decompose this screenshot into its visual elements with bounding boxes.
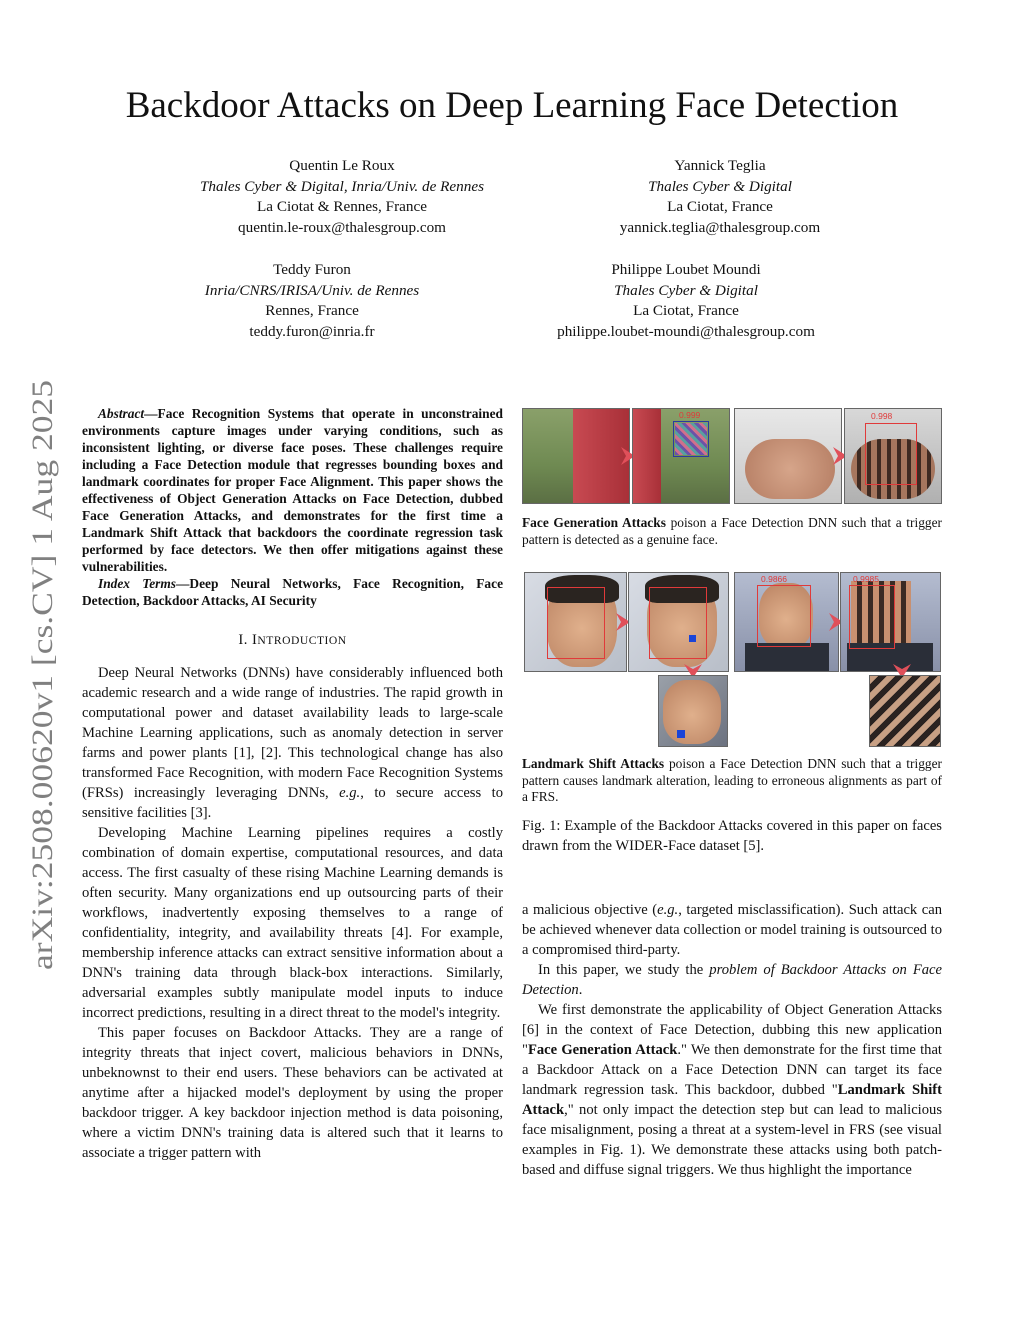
figure-image (734, 572, 839, 672)
index-terms: Index Terms—Deep Neural Networks, Face Recognition, Face Detection, Backdoor Attacks, AI Security (82, 576, 504, 608)
arxiv-stamp (18, 378, 60, 970)
confidence-label: 0.9985 (853, 574, 879, 584)
section-heading: I. INTRODUCTION (238, 632, 347, 648)
author-block-4 (506, 260, 866, 342)
confidence-label: 0.998 (871, 411, 893, 421)
author-block-3 (132, 260, 492, 342)
author-affiliation: Thales Cyber & Digital (614, 281, 758, 299)
author-block-1 (162, 156, 522, 238)
figure-image (734, 408, 842, 504)
arxiv-stamp-text: arXiv:2508.00620v1 [cs.CV] 1 Aug 2025 (26, 471, 59, 970)
paragraph: We first demonstrate the applicability of Object Generation Attacks [6] in the context of Face Detection, dubbing this new application "Face Generation Attack." We then demonstrate for the first time that a Backdoor Attack on a Face Detection DNN can target its face landmark regression task. This backdoor, dubbed "Landmark Shift Attack," not only impact the detection step but can lead to malicious face misalignment, posing a threat at a system-level in FRS (see visual examples in Fig. 1). We demonstrate these attacks using both patch-based and diffuse signal triggers. We thus highlight the importance (522, 1002, 942, 1178)
paragraph: In this paper, we study the problem of Backdoor Attacks on Face Detection. (522, 962, 942, 998)
right-column-body (522, 900, 942, 1180)
figure-image (522, 408, 630, 504)
figure-subcaption: Face Generation Attacks poison a Face Detection DNN such that a trigger pattern is detected as a genuine face. (522, 515, 942, 547)
abstract-block (82, 405, 503, 609)
figure-caption: Fig. 1: Example of the Backdoor Attacks covered in this paper on faces drawn from the WIDER-Face dataset [5]. (522, 818, 942, 854)
paragraph: Deep Neural Networks (DNNs) have considerably influenced both academic research and a wide range of industries. The rapid growth in computational power and dataset availability leads to large-scale Machine Learning applications, such as anomaly detection in server farms and power plants [1], [2]. This technological change has also transformed Face Recognition, with modern Face Recognition Systems (FRSs) increasingly leveraging DNNs, e.g., to secure access to sensitive facilities [3]. (82, 665, 503, 821)
author-email: quentin.le-roux@thalesgroup.com (238, 218, 446, 236)
figure-image (628, 572, 729, 672)
author-name: Yannick Teglia (674, 157, 766, 174)
author-location: Rennes, France (265, 302, 359, 319)
author-email: yannick.teglia@thalesgroup.com (619, 218, 821, 236)
author-location: La Ciotat & Rennes, France (257, 198, 427, 215)
author-affiliation: Thales Cyber & Digital, Inria/Univ. de Rennes (199, 177, 485, 195)
author-affiliation: Inria/CNRS/IRISA/Univ. de Rennes (204, 281, 420, 299)
figure-subcaption: Landmark Shift Attacks poison a Face Detection DNN such that a trigger pattern causes landmark alteration, leading to erroneous alignments as part of a FRS. (522, 756, 943, 804)
author-email: teddy.furon@inria.fr (249, 322, 375, 340)
author-name: Quentin Le Roux (289, 157, 395, 174)
author-email: philippe.loubet-moundi@thalesgroup.com (557, 322, 815, 340)
figure-image (869, 675, 941, 747)
abstract: Abstract—Face Recognition Systems that operate in unconstrained environments capture images under varying conditions, such as inconsistent lighting, or diverse face poses. These challenges require including a Face Detection module that regresses bounding boxes and landmark coordinates for proper Face Alignment. This paper shows the effectiveness of Object Generation Attacks on Face Detection, dubbed Face Generation Attacks, and demonstrates for the first time a Landmark Shift Attack that backdoors the coordinate regression task performed by face detectors. We then offer mitigations against these vulnerabilities. (82, 406, 503, 574)
paper-title: Backdoor Attacks on Deep Learning Face Detection (125, 85, 899, 126)
figure-image (524, 572, 627, 672)
author-block-2 (540, 156, 900, 238)
paragraph: Developing Machine Learning pipelines requires a costly combination of domain expertise, computational resources, and data access. The first casualty of these rising Machine Learning demands is often security. Many organizations end up outsourcing parts of their workflows, inadvertently exposing themselves to a range of confidentiality, integrity, and availability threats [4]. For example, membership inference attacks can extract sensitive information about a DNN's training data through black-box interactions. Similarly, adversarial examples subtly manipulate model inputs to induce incorrect predictions, resulting in a direct threat to the model's integrity. (82, 825, 503, 1021)
confidence-label: 0.999 (679, 410, 701, 420)
figure-image (840, 572, 941, 672)
figure-image (844, 408, 942, 504)
paragraph: a malicious objective (e.g., targeted misclassification). Such attack can be achieved whenever data collection or model training is outsourced to a compromised third-party. (522, 902, 942, 958)
figure-image (632, 408, 730, 504)
author-location: La Ciotat, France (667, 198, 773, 215)
author-location: La Ciotat, France (633, 302, 739, 319)
confidence-label: 0.9866 (761, 574, 787, 584)
author-name: Philippe Loubet Moundi (611, 261, 761, 278)
intro-body (82, 663, 503, 1163)
paragraph: This paper focuses on Backdoor Attacks. They are a range of integrity threats that inject covert, malicious behaviors in DNNs, unbeknownst to their end users. These behaviors can be activated at anytime after a hijacked model's deployment by using the proper backdoor trigger. A key backdoor injection method is data poisoning, where a victim DNN's training data is altered such that it learns to associate a trigger pattern with (82, 1025, 503, 1161)
figure-image (658, 675, 728, 747)
author-name: Teddy Furon (273, 261, 351, 278)
author-affiliation: Thales Cyber & Digital (648, 177, 792, 195)
